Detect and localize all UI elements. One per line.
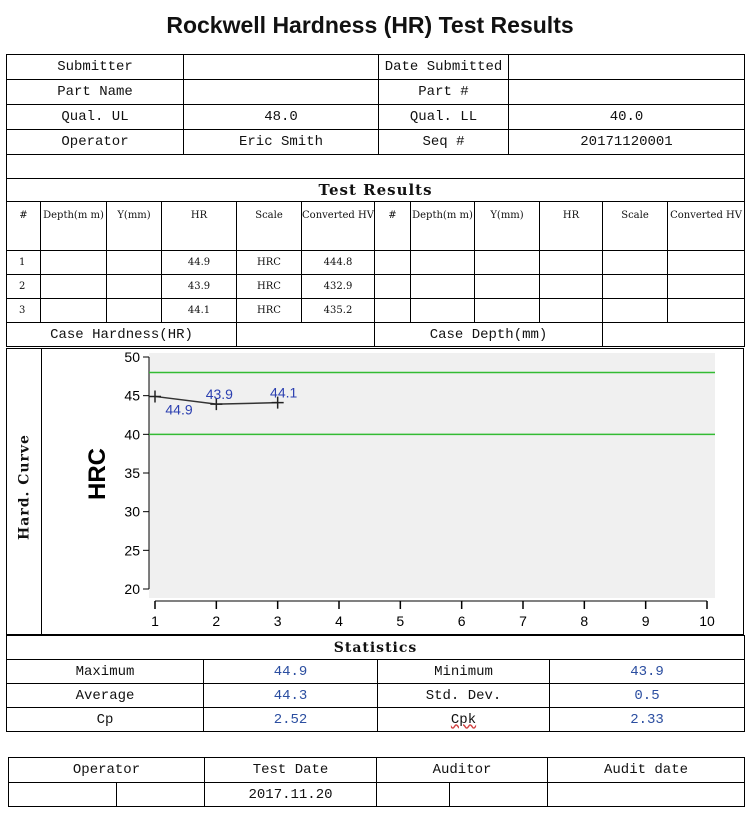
part-no-value bbox=[509, 80, 745, 105]
col-header: Converted HV bbox=[302, 202, 375, 251]
hr-value: 44.1 bbox=[162, 299, 237, 323]
case-depth-label: Case Depth(mm) bbox=[375, 323, 603, 347]
data-label: 43.9 bbox=[205, 386, 233, 403]
auditor-cell bbox=[450, 783, 548, 807]
max-label: Maximum bbox=[7, 660, 204, 684]
col-header: Depth(m m) bbox=[411, 202, 475, 251]
min-label: Minimum bbox=[378, 660, 550, 684]
table-row bbox=[7, 299, 745, 323]
qual-ll-label: Qual. LL bbox=[379, 105, 509, 130]
x-tick-label: 8 bbox=[580, 613, 589, 629]
col-header: HR bbox=[540, 202, 603, 251]
test-date-label: Test Date bbox=[205, 758, 377, 783]
row-number: 3 bbox=[7, 299, 41, 323]
audit-date-label: Audit date bbox=[548, 758, 745, 783]
submitter-label: Submitter bbox=[7, 55, 184, 80]
scale-value: HRC bbox=[237, 275, 302, 299]
max-value: 44.9 bbox=[204, 660, 378, 684]
x-tick-label: 7 bbox=[519, 613, 527, 629]
scale-value: HRC bbox=[237, 251, 302, 275]
min-value: 43.9 bbox=[550, 660, 745, 684]
cpk-value: 2.33 bbox=[550, 708, 745, 732]
x-tick-label: 10 bbox=[699, 613, 715, 629]
table-row bbox=[7, 275, 745, 299]
x-tick-label: 9 bbox=[641, 613, 650, 629]
operator-signoff-cell bbox=[9, 783, 117, 807]
hardness-curve-label: Hard. Curve bbox=[16, 434, 33, 540]
seq-value: 20171120001 bbox=[509, 130, 745, 155]
statistics-heading: Statistics bbox=[7, 636, 745, 660]
avg-label: Average bbox=[7, 684, 204, 708]
hv-value: 435.2 bbox=[302, 299, 375, 323]
hardness-curve-panel bbox=[6, 348, 744, 635]
col-header: Y(mm) bbox=[107, 202, 162, 251]
std-value: 0.5 bbox=[550, 684, 745, 708]
report-title: Rockwell Hardness (HR) Test Results bbox=[166, 12, 574, 38]
col-header: Converted HV bbox=[668, 202, 745, 251]
date-submitted-label: Date Submitted bbox=[379, 55, 509, 80]
y-axis-label: HRC bbox=[84, 448, 111, 500]
y-tick-label: 45 bbox=[124, 387, 140, 404]
chart-sidebar bbox=[7, 349, 42, 634]
statistics-table bbox=[6, 635, 745, 732]
test-results-table bbox=[6, 178, 745, 347]
operator-signoff-cell bbox=[117, 783, 205, 807]
col-header: Y(mm) bbox=[475, 202, 540, 251]
x-tick-label: 1 bbox=[151, 613, 159, 629]
hv-value: 432.9 bbox=[302, 275, 375, 299]
data-label: 44.1 bbox=[270, 384, 298, 401]
hv-value: 444.8 bbox=[302, 251, 375, 275]
col-header: # bbox=[7, 202, 41, 251]
col-header: # bbox=[375, 202, 411, 251]
x-tick-label: 5 bbox=[396, 613, 405, 629]
qual-ul-label: Qual. UL bbox=[7, 105, 184, 130]
x-tick-label: 4 bbox=[335, 613, 343, 629]
col-header: Depth(m m) bbox=[41, 202, 107, 251]
part-no-label: Part # bbox=[379, 80, 509, 105]
part-name-value bbox=[184, 80, 379, 105]
case-depth-value bbox=[603, 323, 745, 347]
y-tick-label: 30 bbox=[124, 503, 140, 520]
row-number: 1 bbox=[7, 251, 41, 275]
operator-signoff-label: Operator bbox=[9, 758, 205, 783]
table-row bbox=[7, 251, 745, 275]
col-header: HR bbox=[162, 202, 237, 251]
hr-value: 43.9 bbox=[162, 275, 237, 299]
test-results-heading: Test Results bbox=[7, 179, 745, 202]
x-tick-label: 2 bbox=[212, 613, 221, 629]
spacer-row bbox=[7, 155, 745, 179]
scale-value: HRC bbox=[237, 299, 302, 323]
case-hardness-value bbox=[237, 323, 375, 347]
submitter-value bbox=[184, 55, 379, 80]
data-label: 44.9 bbox=[165, 401, 193, 418]
hardness-chart bbox=[43, 349, 745, 634]
operator-value: Eric Smith bbox=[184, 130, 379, 155]
x-tick-label: 6 bbox=[457, 613, 466, 629]
cpk-label: Cpk bbox=[378, 708, 550, 732]
row-number: 2 bbox=[7, 275, 41, 299]
operator-label: Operator bbox=[7, 130, 184, 155]
y-tick-label: 35 bbox=[124, 465, 140, 481]
hr-value: 44.9 bbox=[162, 251, 237, 275]
part-name-label: Part Name bbox=[7, 80, 184, 105]
qual-ul-value: 48.0 bbox=[184, 105, 379, 130]
info-table bbox=[6, 54, 745, 179]
qual-ll-value: 40.0 bbox=[509, 105, 745, 130]
x-tick-label: 3 bbox=[273, 613, 282, 629]
cp-value: 2.52 bbox=[204, 708, 378, 732]
plot-area bbox=[149, 353, 715, 598]
col-header: Scale bbox=[237, 202, 302, 251]
audit-date-value bbox=[548, 783, 745, 807]
auditor-cell bbox=[377, 783, 450, 807]
cp-label: Cp bbox=[7, 708, 204, 732]
avg-value: 44.3 bbox=[204, 684, 378, 708]
y-tick-label: 20 bbox=[124, 581, 140, 597]
y-tick-label: 40 bbox=[124, 426, 140, 443]
col-header: Scale bbox=[603, 202, 668, 251]
signoff-table bbox=[8, 757, 745, 807]
y-tick-label: 25 bbox=[124, 542, 140, 559]
y-tick-label: 50 bbox=[124, 349, 140, 365]
test-date-value: 2017.11.20 bbox=[205, 783, 377, 807]
seq-label: Seq # bbox=[379, 130, 509, 155]
date-submitted-value bbox=[509, 55, 745, 80]
case-hardness-label: Case Hardness(HR) bbox=[7, 323, 237, 347]
auditor-label: Auditor bbox=[377, 758, 548, 783]
std-label: Std. Dev. bbox=[378, 684, 550, 708]
